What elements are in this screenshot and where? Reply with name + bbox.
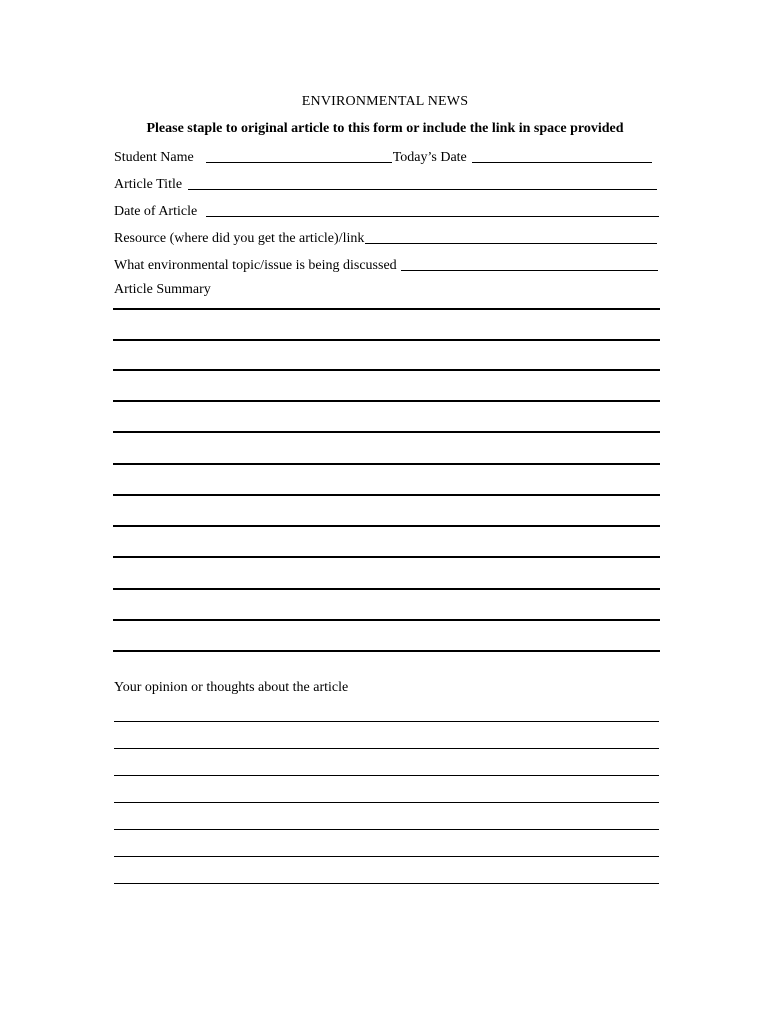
summary-line[interactable] <box>113 619 660 621</box>
topic-field[interactable] <box>401 269 658 271</box>
article-summary-label: Article Summary <box>114 282 211 297</box>
summary-line[interactable] <box>113 525 660 527</box>
resource-label: Resource (where did you get the article)/link <box>114 231 365 246</box>
article-title-row <box>114 173 660 193</box>
article-title-label: Article Title <box>114 177 183 192</box>
summary-line[interactable] <box>113 650 660 652</box>
form-title: ENVIRONMENTAL NEWS <box>301 94 469 109</box>
summary-line[interactable] <box>113 369 660 371</box>
topic-label: What environmental topic/issue is being discussed <box>114 258 397 273</box>
date-of-article-field[interactable] <box>206 215 659 217</box>
opinion-line[interactable] <box>114 721 659 722</box>
opinion-line[interactable] <box>114 802 659 803</box>
summary-line[interactable] <box>113 463 660 465</box>
topic-row <box>114 254 660 274</box>
summary-line[interactable] <box>113 588 660 590</box>
opinion-line[interactable] <box>114 883 659 884</box>
student-name-field[interactable] <box>206 161 392 163</box>
opinion-line[interactable] <box>114 748 659 749</box>
resource-row <box>114 227 660 247</box>
summary-line[interactable] <box>113 308 660 310</box>
student-name-label: Student Name <box>114 150 194 165</box>
todays-date-label: Today’s Date <box>392 150 467 165</box>
date-of-article-row <box>114 200 660 220</box>
todays-date-field[interactable] <box>472 161 652 163</box>
form-instructions: Please staple to original article to this form or include the link in space provided <box>146 121 624 136</box>
summary-line[interactable] <box>113 494 660 496</box>
opinion-line[interactable] <box>114 856 659 857</box>
opinion-line[interactable] <box>114 829 659 830</box>
article-title-field[interactable] <box>188 188 657 190</box>
summary-line[interactable] <box>113 339 660 341</box>
opinion-line[interactable] <box>114 775 659 776</box>
student-name-row <box>114 146 660 166</box>
date-of-article-label: Date of Article <box>114 204 198 219</box>
resource-field[interactable] <box>365 242 657 244</box>
opinion-label: Your opinion or thoughts about the article <box>114 680 349 695</box>
summary-line[interactable] <box>113 556 660 558</box>
summary-line[interactable] <box>113 400 660 402</box>
summary-line[interactable] <box>113 431 660 433</box>
